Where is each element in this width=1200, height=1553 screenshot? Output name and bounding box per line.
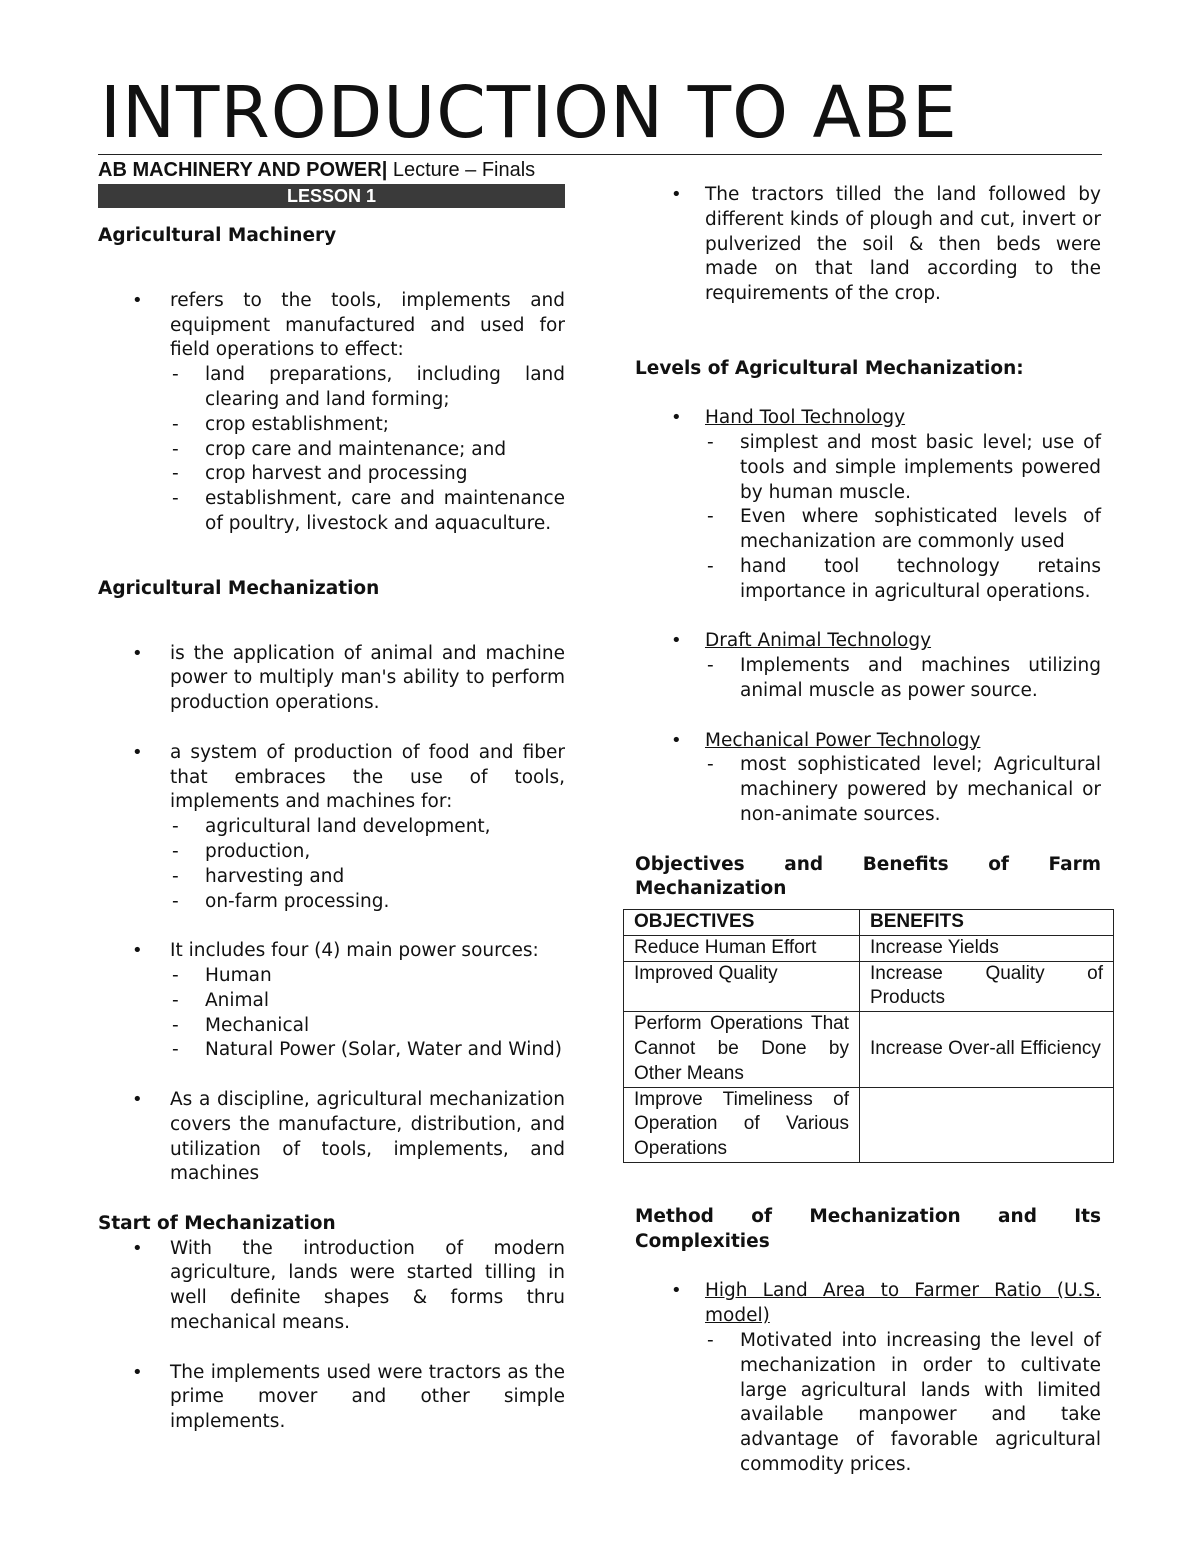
bullet-text: • It includes four (4) main power sources: <box>170 940 539 962</box>
bullet-tractors: • The tractors tilled the land followed by different kinds of plough and cut, invert or pulverized the soil & then beds were made on that land according to the requirements of the crop. <box>635 183 1101 307</box>
document-title: INTRODUCTION TO ABE <box>100 71 958 154</box>
list-item: - on-farm processing. <box>170 890 565 915</box>
table-header-row <box>624 910 1114 936</box>
list-item: - Even where sophisticated levels of mechanization are commonly used <box>705 505 1101 555</box>
list-item: - Natural Power (Solar, Water and Wind) <box>170 1038 565 1063</box>
course-subtitle <box>98 157 535 183</box>
right-column <box>635 183 1101 902</box>
course-term: Lecture – Finals <box>387 159 536 181</box>
bullet-mechanization-definition: • is the application of animal and machine power to multiply man's ability to perform production operations. <box>98 642 565 716</box>
list-item: - Animal <box>170 989 565 1014</box>
bullet-hand-tool <box>635 406 1101 604</box>
table-cell: Improved Quality <box>624 961 860 1012</box>
bullet-text: • refers to the tools, implements and equipment manufactured and used for field operations to effect: <box>170 289 565 361</box>
bullet-start-implements: • The implements used were tractors as the prime mover and other simple implements. <box>98 1361 565 1435</box>
right-column-lower <box>635 1205 1101 1478</box>
list-item: - simplest and most basic level; use of tools and simple implements powered by human muscle. <box>705 431 1101 505</box>
bullet-high-land-ratio <box>635 1279 1101 1477</box>
table-row <box>624 935 1114 961</box>
bullet-mechanical-power <box>635 729 1101 828</box>
table-cell: Increase Over-all Efficiency <box>860 1012 1114 1087</box>
bullet-mechanization-system <box>98 741 565 915</box>
bullet-power-sources <box>98 939 565 1063</box>
bullet-text: • a system of production of food and fiber that embraces the use of tools, implements and machines for: <box>170 741 565 813</box>
left-column <box>98 224 565 1435</box>
list-item: - harvesting and <box>170 865 565 890</box>
table-header: BENEFITS <box>860 910 1114 936</box>
section-heading-method: Method of Mechanization and Its Complexities <box>635 1206 1101 1252</box>
table-row <box>624 1087 1114 1162</box>
list-item: - Implements and machines utilizing animal muscle as power source. <box>705 654 1101 704</box>
lesson-banner: LESSON 1 <box>98 184 565 208</box>
bullet-start-intro: • With the introduction of modern agriculture, lands were started tilling in well definite shapes & forms thru mechanical means. <box>98 1237 565 1336</box>
list-item: - hand tool technology retains importance in agricultural operations. <box>705 555 1101 605</box>
section-heading-machinery: Agricultural Machinery <box>98 225 337 246</box>
list-item: - most sophisticated level; Agricultural machinery powered by mechanical or non-animate sources. <box>705 753 1101 827</box>
table-cell <box>860 1087 1114 1162</box>
method-title: • High Land Area to Farmer Ratio (U.S. model) <box>705 1280 1101 1327</box>
table-cell: Improve Timeliness of Operation of Various Operations <box>624 1087 860 1162</box>
list-item: - crop care and maintenance; and <box>170 438 565 463</box>
list-item: - crop harvest and processing <box>170 462 565 487</box>
table-header: OBJECTIVES <box>624 910 860 936</box>
list-item: - agricultural land development, <box>170 815 565 840</box>
list-item: - production, <box>170 840 565 865</box>
list-item: - Mechanical <box>170 1014 565 1039</box>
level-title: • Mechanical Power Technology <box>705 729 981 751</box>
objectives-benefits-table <box>623 909 1114 1163</box>
section-heading-start: Start of Mechanization <box>98 1212 336 1234</box>
section-heading-objectives: Objectives and Benefits of Farm Mechanization <box>635 853 1101 900</box>
list-item: - land preparations, including land clearing and land forming; <box>170 363 565 413</box>
table-cell: Perform Operations That Cannot be Done by Other Means <box>624 1012 860 1087</box>
level-title: • Draft Animal Technology <box>705 630 932 652</box>
list-item: - Human <box>170 964 565 989</box>
list-item: - crop establishment; <box>170 413 565 438</box>
bullet-discipline: • As a discipline, agricultural mechanization covers the manufacture, distribution, and utilization of tools, implements, and machines <box>98 1088 565 1187</box>
table-cell: Reduce Human Effort <box>624 935 860 961</box>
title-divider <box>98 154 1102 155</box>
bullet-draft-animal <box>635 629 1101 703</box>
section-heading-levels: Levels of Agricultural Mechanization: <box>635 357 1024 379</box>
course-name: AB MACHINERY AND POWER| <box>98 159 388 181</box>
list-item: - establishment, care and maintenance of poultry, livestock and aquaculture. <box>170 487 565 537</box>
level-title: • Hand Tool Technology <box>705 407 906 429</box>
table-cell: Increase Yields <box>860 935 1114 961</box>
section-heading-mechanization: Agricultural Mechanization <box>98 577 380 599</box>
table-row <box>624 961 1114 1012</box>
list-item: - Motivated into increasing the level of mechanization in order to cultivate large agricultural lands with limited available manpower and take advantage of favorable agricultural commodity prices. <box>705 1329 1101 1478</box>
bullet-machinery-definition <box>98 289 565 537</box>
table-row <box>624 1012 1114 1087</box>
table-cell: Increase Quality of Products <box>860 961 1114 1012</box>
